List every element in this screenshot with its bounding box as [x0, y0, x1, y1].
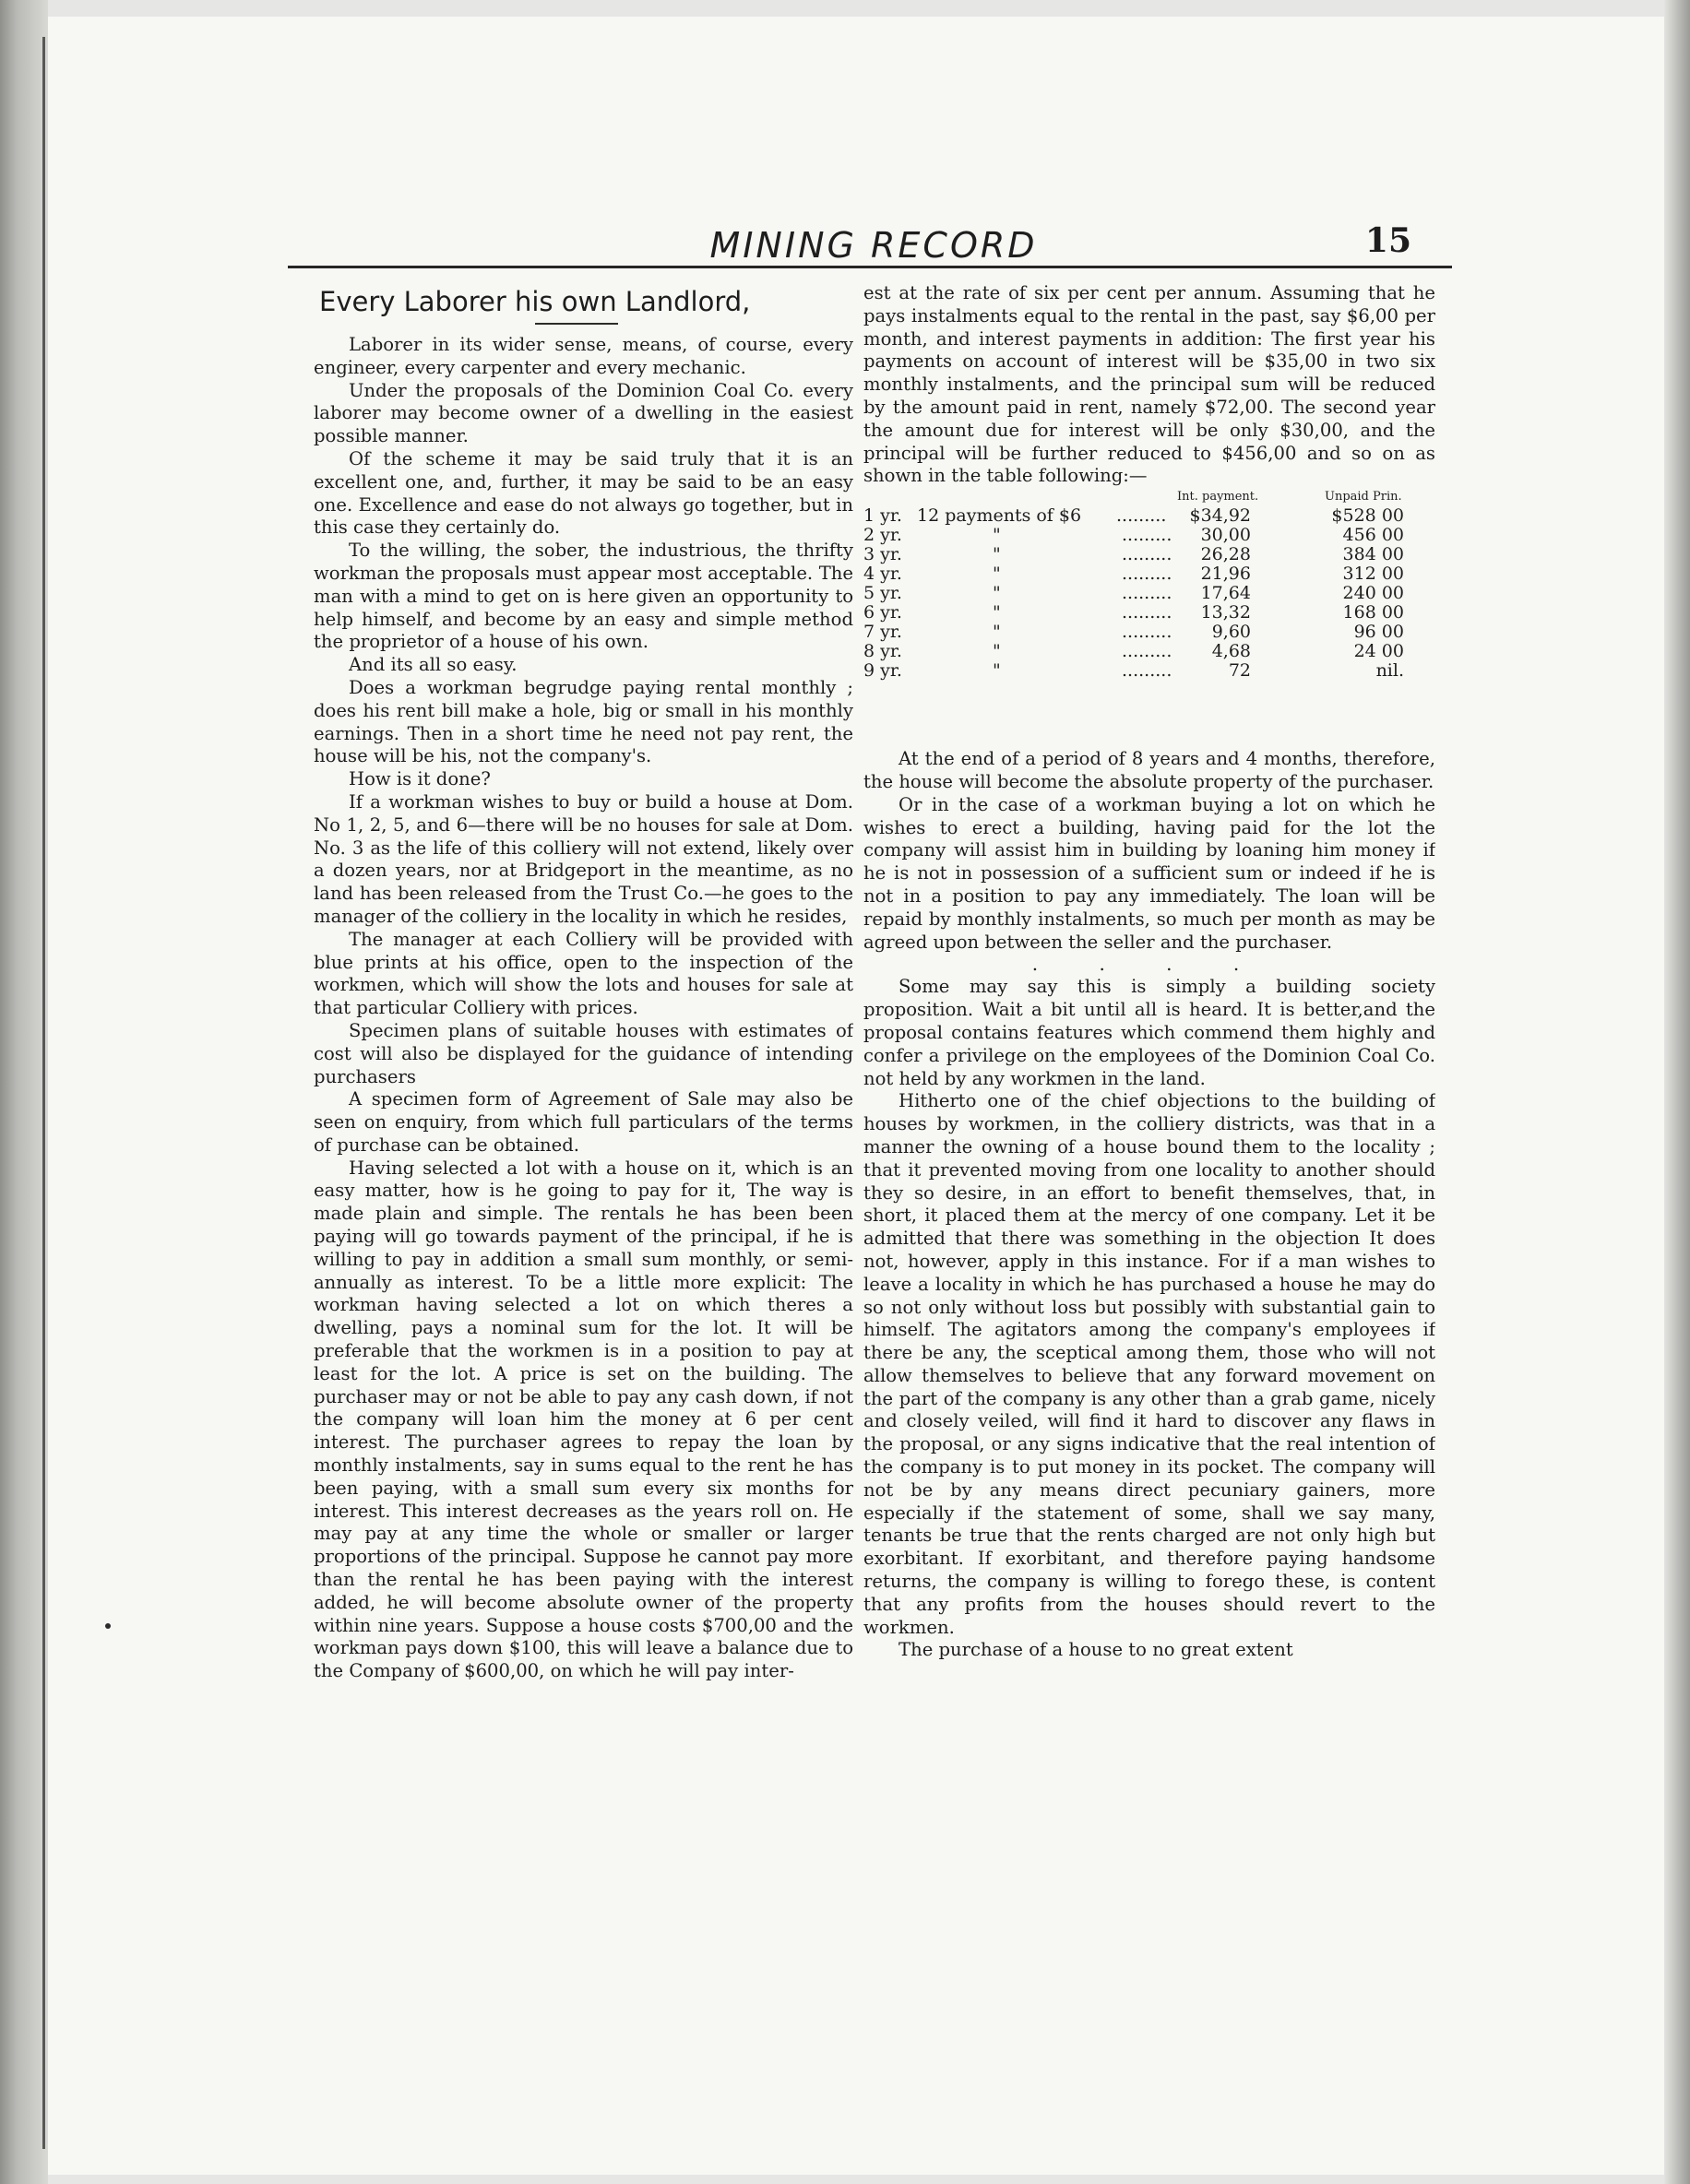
- unpaid-cell: 312 00: [1342, 564, 1404, 585]
- unpaid-cell: 96 00: [1353, 622, 1404, 643]
- description-cell: 12 payments of $6: [917, 505, 1082, 527]
- paragraph: Hitherto one of the chief objections to the building of houses by workmen, in the colliery districts, was that in a manner the owning of a house bound them to the locality ; that it prevented moving from one locality to another should they so desire, in an effort to benefit themselves, that, in short, it placed them at the mercy of one company. Let it be admitted that there was something in the objection It does not, however, apply in this instance. For if a man wishes to leave a locality in which he has purchased a house he may do so not only without loss but possibly with substantial gain to himself. The agitators among the company's employees if there be any, the sceptical among them, those who will not allow themselves to believe that any forward movement on the part of the company is any other than a grab game, nicely and closely veiled, will find it hard to discover any flaws in the proposal, or any signs indicative that the real intention of the company is to put money in its pocket. The company will not be by any means direct pecuniary gainers, more especially if the statement of some, shall we say many, tenants be true that the rents charged are not only high but exorbitant. If exorbitant, and therefore paying handsome returns, the company is willing to forego these, is content that any profits from the houses should revert to the workmen.: [863, 1090, 1435, 1638]
- paragraph: A specimen form of Agreement of Sale may also be seen on enquiry, from which full particulars of the terms of purchase can be obtained.: [314, 1088, 853, 1156]
- interest-cell: 26,28: [1200, 544, 1251, 565]
- right-column: [863, 282, 1435, 1924]
- page-number: 15: [1364, 221, 1411, 260]
- leader-dots: .........: [1122, 544, 1172, 565]
- description-cell: ": [993, 602, 1001, 623]
- paragraph: To the willing, the sober, the industrious, the thrifty workman the proposals must appear most acceptable. The man with a mind to get on is here given an opportunity to help himself, and become by an easy and simple method the proprietor of a house of his own.: [314, 540, 853, 653]
- paragraph: Or in the case of a workman buying a lot on which he wishes to erect a building, having paid for the lot the company will assist him in building by loaning him money if he is not in possession of a sufficient sum or indeed if he is not in a position to pay any immediately. The loan will be repaid by monthly instalments, so much per month as may be agreed upon between the seller and the purchaser.: [863, 793, 1435, 953]
- year-cell: 5 yr.: [863, 583, 902, 604]
- continued-paragraph: est at the rate of six per cent per annum. Assuming that he pays instalments equal to the rental in the past, say $6,00 per month, and interest payments in addition: The first year his payments on account of interest will be $35,00 in two six monthly instalments, and the principal sum will be reduced by the amount paid in rent, namely $72,00. The second year the amount due for interest will be only $30,00, and the principal will be further reduced to $456,00 and so on as shown in the table following:—: [863, 282, 1435, 487]
- paragraph: Some may say this is simply a building society proposition. Wait a bit until all is heard. It is better,and the proposal contains features which commend them highly and confer a privilege on the employees of the Dominion Coal Co. not held by any workmen in the land.: [863, 976, 1435, 1089]
- year-cell: 6 yr.: [863, 602, 902, 623]
- page-binding-edge: [0, 0, 48, 2184]
- interest-cell: 72: [1228, 660, 1251, 682]
- title-rule: [535, 323, 618, 325]
- table-row: [863, 623, 1435, 642]
- leader-dots: .........: [1116, 505, 1167, 527]
- year-cell: 8 yr.: [863, 641, 902, 662]
- article-title: Every Laborer his own Landlord,: [319, 286, 751, 317]
- leader-dots: .........: [1122, 660, 1172, 682]
- unpaid-cell: 168 00: [1342, 602, 1404, 623]
- page-right-shadow: [1664, 0, 1690, 2184]
- description-cell: ": [993, 660, 1001, 682]
- interest-cell: $34,92: [1189, 505, 1251, 527]
- paragraph: Under the proposals of the Dominion Coal Co. every laborer may become owner of a dwelling in the easiest possible manner.: [314, 379, 853, 447]
- paragraph: If a workman wishes to buy or build a house at Dom. No 1, 2, 5, and 6—there will be no houses for sale at Dom. No. 3 as the life of this colliery will not extend, likely over a dozen years, nor at Bridgeport in the meantime, as no land has been released from the Trust Co.—he goes to the manager of the colliery in the locality in which he resides,: [314, 790, 853, 927]
- paragraph: The purchase of a house to no great extent: [899, 1639, 1293, 1661]
- interest-cell: 30,00: [1200, 525, 1251, 546]
- interest-cell: 9,60: [1211, 622, 1251, 643]
- description-cell: ": [993, 544, 1001, 565]
- description-cell: ": [993, 525, 1001, 546]
- description-cell: ": [993, 564, 1001, 585]
- paragraph: Specimen plans of suitable houses with estimates of cost will also be displayed for the guidance of intending purchasers: [314, 1019, 853, 1087]
- table-row: [863, 661, 1435, 681]
- paragraph: Laborer in its wider sense, means, of course, every engineer, every carpenter and every mechanic.: [314, 334, 853, 378]
- table-header-interest: Int. payment.: [1177, 490, 1259, 504]
- table-row: [863, 564, 1435, 584]
- interest-cell: 17,64: [1200, 583, 1251, 604]
- paragraph: The manager at each Colliery will be provided with blue prints at his office, open to the inspection of the workmen, which will show the lots and houses for sale at that particular Colliery with prices.: [314, 928, 853, 1019]
- unpaid-cell: 24 00: [1353, 641, 1404, 662]
- interest-cell: 13,32: [1200, 602, 1251, 623]
- payment-table: [863, 506, 1435, 741]
- interest-cell: 4,68: [1211, 641, 1251, 662]
- leader-dots: .........: [1122, 583, 1172, 604]
- unpaid-cell: 384 00: [1342, 544, 1404, 565]
- year-cell: 4 yr.: [863, 564, 902, 585]
- section-separator: . . . .: [1031, 953, 1268, 976]
- right-paragraphs-b: [863, 976, 1435, 1662]
- description-cell: ": [993, 641, 1001, 662]
- paragraph: At the end of a period of 8 years and 4 months, therefore, the house will become the absolute property of the purchaser.: [863, 748, 1435, 792]
- left-paragraphs: [314, 334, 853, 1683]
- year-cell: 7 yr.: [863, 622, 902, 643]
- header-rule: [288, 266, 1452, 268]
- table-header-unpaid: Unpaid Prin.: [1325, 490, 1402, 504]
- journal-title: MINING RECORD: [709, 225, 1038, 266]
- year-cell: 2 yr.: [863, 525, 902, 546]
- table-row: [863, 584, 1435, 603]
- left-column: [314, 282, 853, 1924]
- year-cell: 1 yr.: [863, 505, 902, 527]
- unpaid-cell: $528 00: [1331, 505, 1404, 527]
- description-cell: ": [993, 583, 1001, 604]
- unpaid-cell: 240 00: [1342, 583, 1404, 604]
- paragraph: Does a workman begrudge paying rental monthly ; does his rent bill make a hole, big or small in his monthly earnings. Then in a short time he need not pay rent, the house will be his, not the company's.: [314, 676, 853, 767]
- leader-dots: .........: [1122, 525, 1172, 546]
- paragraph: How is it done?: [349, 768, 491, 790]
- interest-cell: 21,96: [1200, 564, 1251, 585]
- table-row: [863, 603, 1435, 623]
- unpaid-cell: 456 00: [1342, 525, 1404, 546]
- right-paragraphs-a: [863, 748, 1435, 954]
- paragraph: Of the scheme it may be said truly that it is an excellent one, and, further, it may be said to be an easy one. Excellence and ease do not always go together, but in this case they certainly do.: [314, 447, 853, 539]
- table-row: [863, 526, 1435, 545]
- table-row: [863, 506, 1435, 526]
- year-cell: 9 yr.: [863, 660, 902, 682]
- running-header: [288, 220, 1459, 267]
- table-row: [863, 642, 1435, 661]
- binding-line: [42, 37, 45, 2149]
- leader-dots: .........: [1122, 622, 1172, 643]
- table-row: [863, 545, 1435, 564]
- paragraph: Having selected a lot with a house on it, which is an easy matter, how is he going to pay for it, The way is made plain and simple. The rentals he has been been paying will go towards payment of the principal, if he is willing to pay in addition a small sum monthly, or semi-annually as interest. To be a little more explicit: The workman having selected a lot on which theres a dwelling, pays a nominal sum for the lot. It will be preferable that the workmen is in a position to pay at least for the lot. A price is set on the building. The purchaser may or not be able to pay any cash down, if not the company will loan him the money at 6 per cent interest. The purchaser agrees to repay the loan by monthly instalments, say in sums equal to the rent he has been paying, with a small sum every six months for interest. This interest decreases as the years roll on. He may pay at any time the whole or smaller or larger proportions of the principal. Suppose he cannot pay more than the rental he has been paying with the interest added, he will become absolute owner of the property within nine years. Suppose a house costs $700,00 and the workman pays down $100, this will leave a balance due to the Company of $600,00, on which he will pay inter-: [314, 1157, 853, 1682]
- year-cell: 3 yr.: [863, 544, 902, 565]
- unpaid-cell: nil.: [1375, 660, 1404, 682]
- leader-dots: .........: [1122, 602, 1172, 623]
- leader-dots: .........: [1122, 641, 1172, 662]
- leader-dots: .........: [1122, 564, 1172, 585]
- description-cell: ": [993, 622, 1001, 643]
- table-header: [863, 490, 1435, 506]
- print-speck: [105, 1623, 111, 1629]
- paragraph: And its all so easy.: [349, 654, 518, 676]
